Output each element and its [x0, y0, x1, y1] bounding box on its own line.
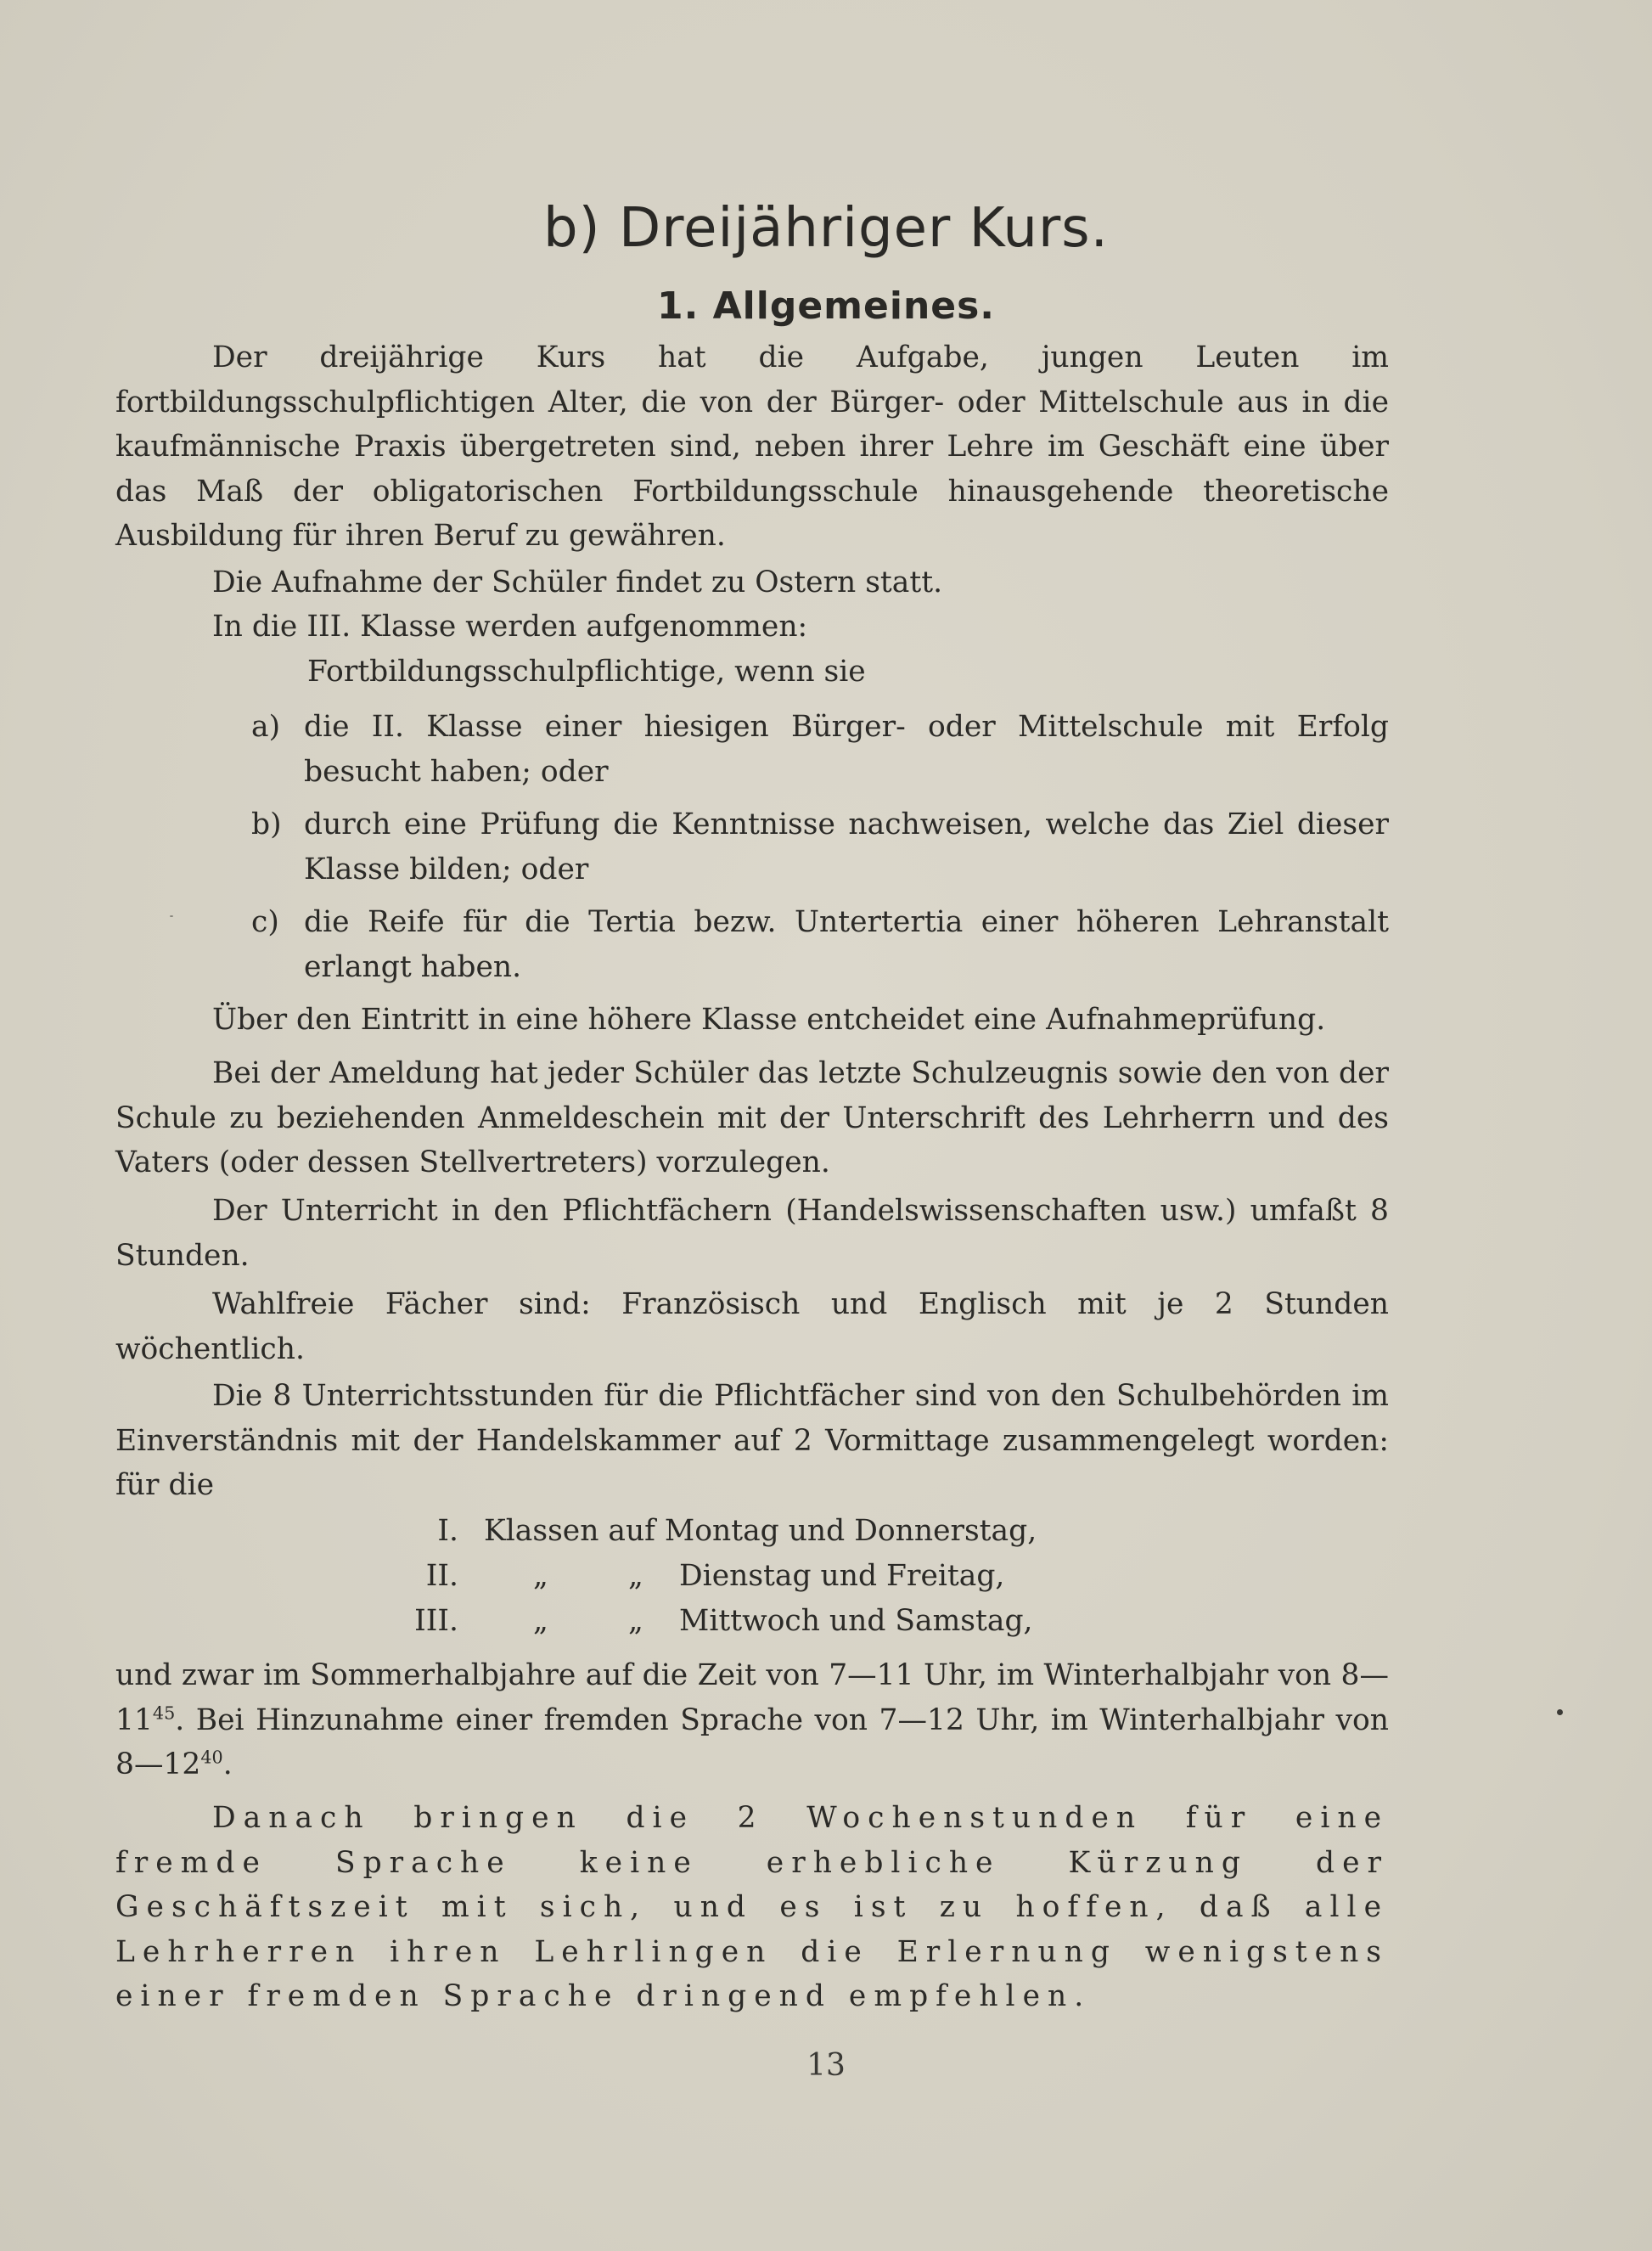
times-superscript: 40	[200, 1747, 223, 1768]
condition-marker: c)	[251, 905, 279, 939]
paragraph-schedule-intro: Die 8 Unterrichtsstunden für die Pflichtfächer sind von den Schulbehörden im Einverständnis mit der Handelskammer auf 2 Vormittage zusammengelegt worden: für die	[115, 1379, 1389, 1502]
condition-text: durch eine Prüfung die Kenntnisse nachweisen, welche das Ziel dieser Klasse bilden; oder	[304, 808, 1389, 886]
section-heading: 1. Allgemeines.	[656, 284, 996, 328]
paragraph-registration: Bei der Ameldung hat jeder Schüler das letzte Schulzeugnis sowie den von der Schule zu beziehenden Anmeldeschein mit der Unterschrift des Lehrherrn und des Vaters (oder dessen Stellvertreters) vorzulegen.	[115, 1056, 1389, 1179]
condition-marker: b)	[251, 808, 282, 841]
times-text-c: .	[222, 1747, 233, 1781]
paragraph-electives: Wahlfreie Fächer sind: Französisch und Englisch mit je 2 Stunden wöchentlich.	[115, 1287, 1389, 1366]
chapter-title: b) Dreijähriger Kurs.	[543, 197, 1109, 260]
schedule-class: II.	[425, 1559, 458, 1593]
times-superscript: 45	[152, 1702, 176, 1723]
paper-speck	[170, 915, 173, 917]
page-number: 13	[806, 2048, 846, 2083]
paragraph-conditions-intro: Fortbildungsschulpflichtige, wenn sie	[307, 655, 866, 689]
schedule-text: Dienstag und Freitag,	[679, 1559, 1005, 1593]
condition-marker: a)	[251, 710, 281, 744]
paragraph-purpose: Der dreijährige Kurs hat die Aufgabe, jungen Leuten im fortbildungsschulpflichtigen Alter, die von der Bürger- oder Mittelschule aus in die kaufmännische Praxis übergetreten sind, neben ihrer Lehre im Geschäft eine über das Maß der obligatorischen Fortbildungsschule hinausgehende theoretische Ausbildung für ihren Beruf zu gewähren.	[115, 340, 1389, 553]
ditto-mark: „	[533, 1559, 548, 1593]
schedule-text: Mittwoch und Samstag,	[679, 1604, 1033, 1638]
ditto-mark: „	[533, 1604, 548, 1638]
schedule-text: Klassen auf Montag und Donnerstag,	[484, 1514, 1037, 1548]
times-text-b: . Bei Hinzunahme einer fremden Sprache von 7—12 Uhr, im Winterhalbjahr von 8—12	[115, 1702, 1389, 1781]
schedule-row	[0, 1509, 1652, 1553]
ditto-mark: „	[628, 1604, 643, 1638]
paragraph-language-recommendation: Danach bringen die 2 Wochenstunden für eine fremde Sprache keine erhebliche Kürzung der Geschäftszeit mit sich, und es ist zu hoffen, daß alle Lehrherren ihren Lehrlingen die Erlernung wenigstens einer fremden Sprache dringend empfehlen.	[115, 1801, 1389, 2013]
paragraph-admission-date: Die Aufnahme der Schüler findet zu Ostern statt.	[212, 566, 943, 599]
paragraph-times	[115, 1653, 1389, 1787]
paragraph-hours: Der Unterricht in den Pflichtfächern (Handelswissenschaften usw.) umfaßt 8 Stunden.	[115, 1194, 1389, 1273]
schedule-row	[0, 1599, 1652, 1643]
schedule-class: I.	[437, 1514, 458, 1548]
times-text-a: und zwar im Sommerhalbjahre auf die Zeit von 7—11 Uhr, im Winterhalbjahr von 8—11	[115, 1658, 1389, 1737]
condition-text: die II. Klasse einer hiesigen Bürger- oder Mittelschule mit Erfolg besucht haben; oder	[304, 710, 1389, 789]
schedule-class: III.	[414, 1604, 458, 1638]
schedule-row	[0, 1554, 1652, 1598]
paragraph-higher-class: Über den Eintritt in eine höhere Klasse entcheidet eine Aufnahmeprüfung.	[212, 1003, 1326, 1037]
condition-text: die Reife für die Tertia bezw. Untertertia einer höheren Lehranstalt erlangt haben.	[304, 905, 1389, 984]
paper-speck	[1557, 1709, 1563, 1715]
paragraph-admission-class: In die III. Klasse werden aufgenommen:	[212, 610, 808, 644]
ditto-mark: „	[628, 1559, 643, 1593]
